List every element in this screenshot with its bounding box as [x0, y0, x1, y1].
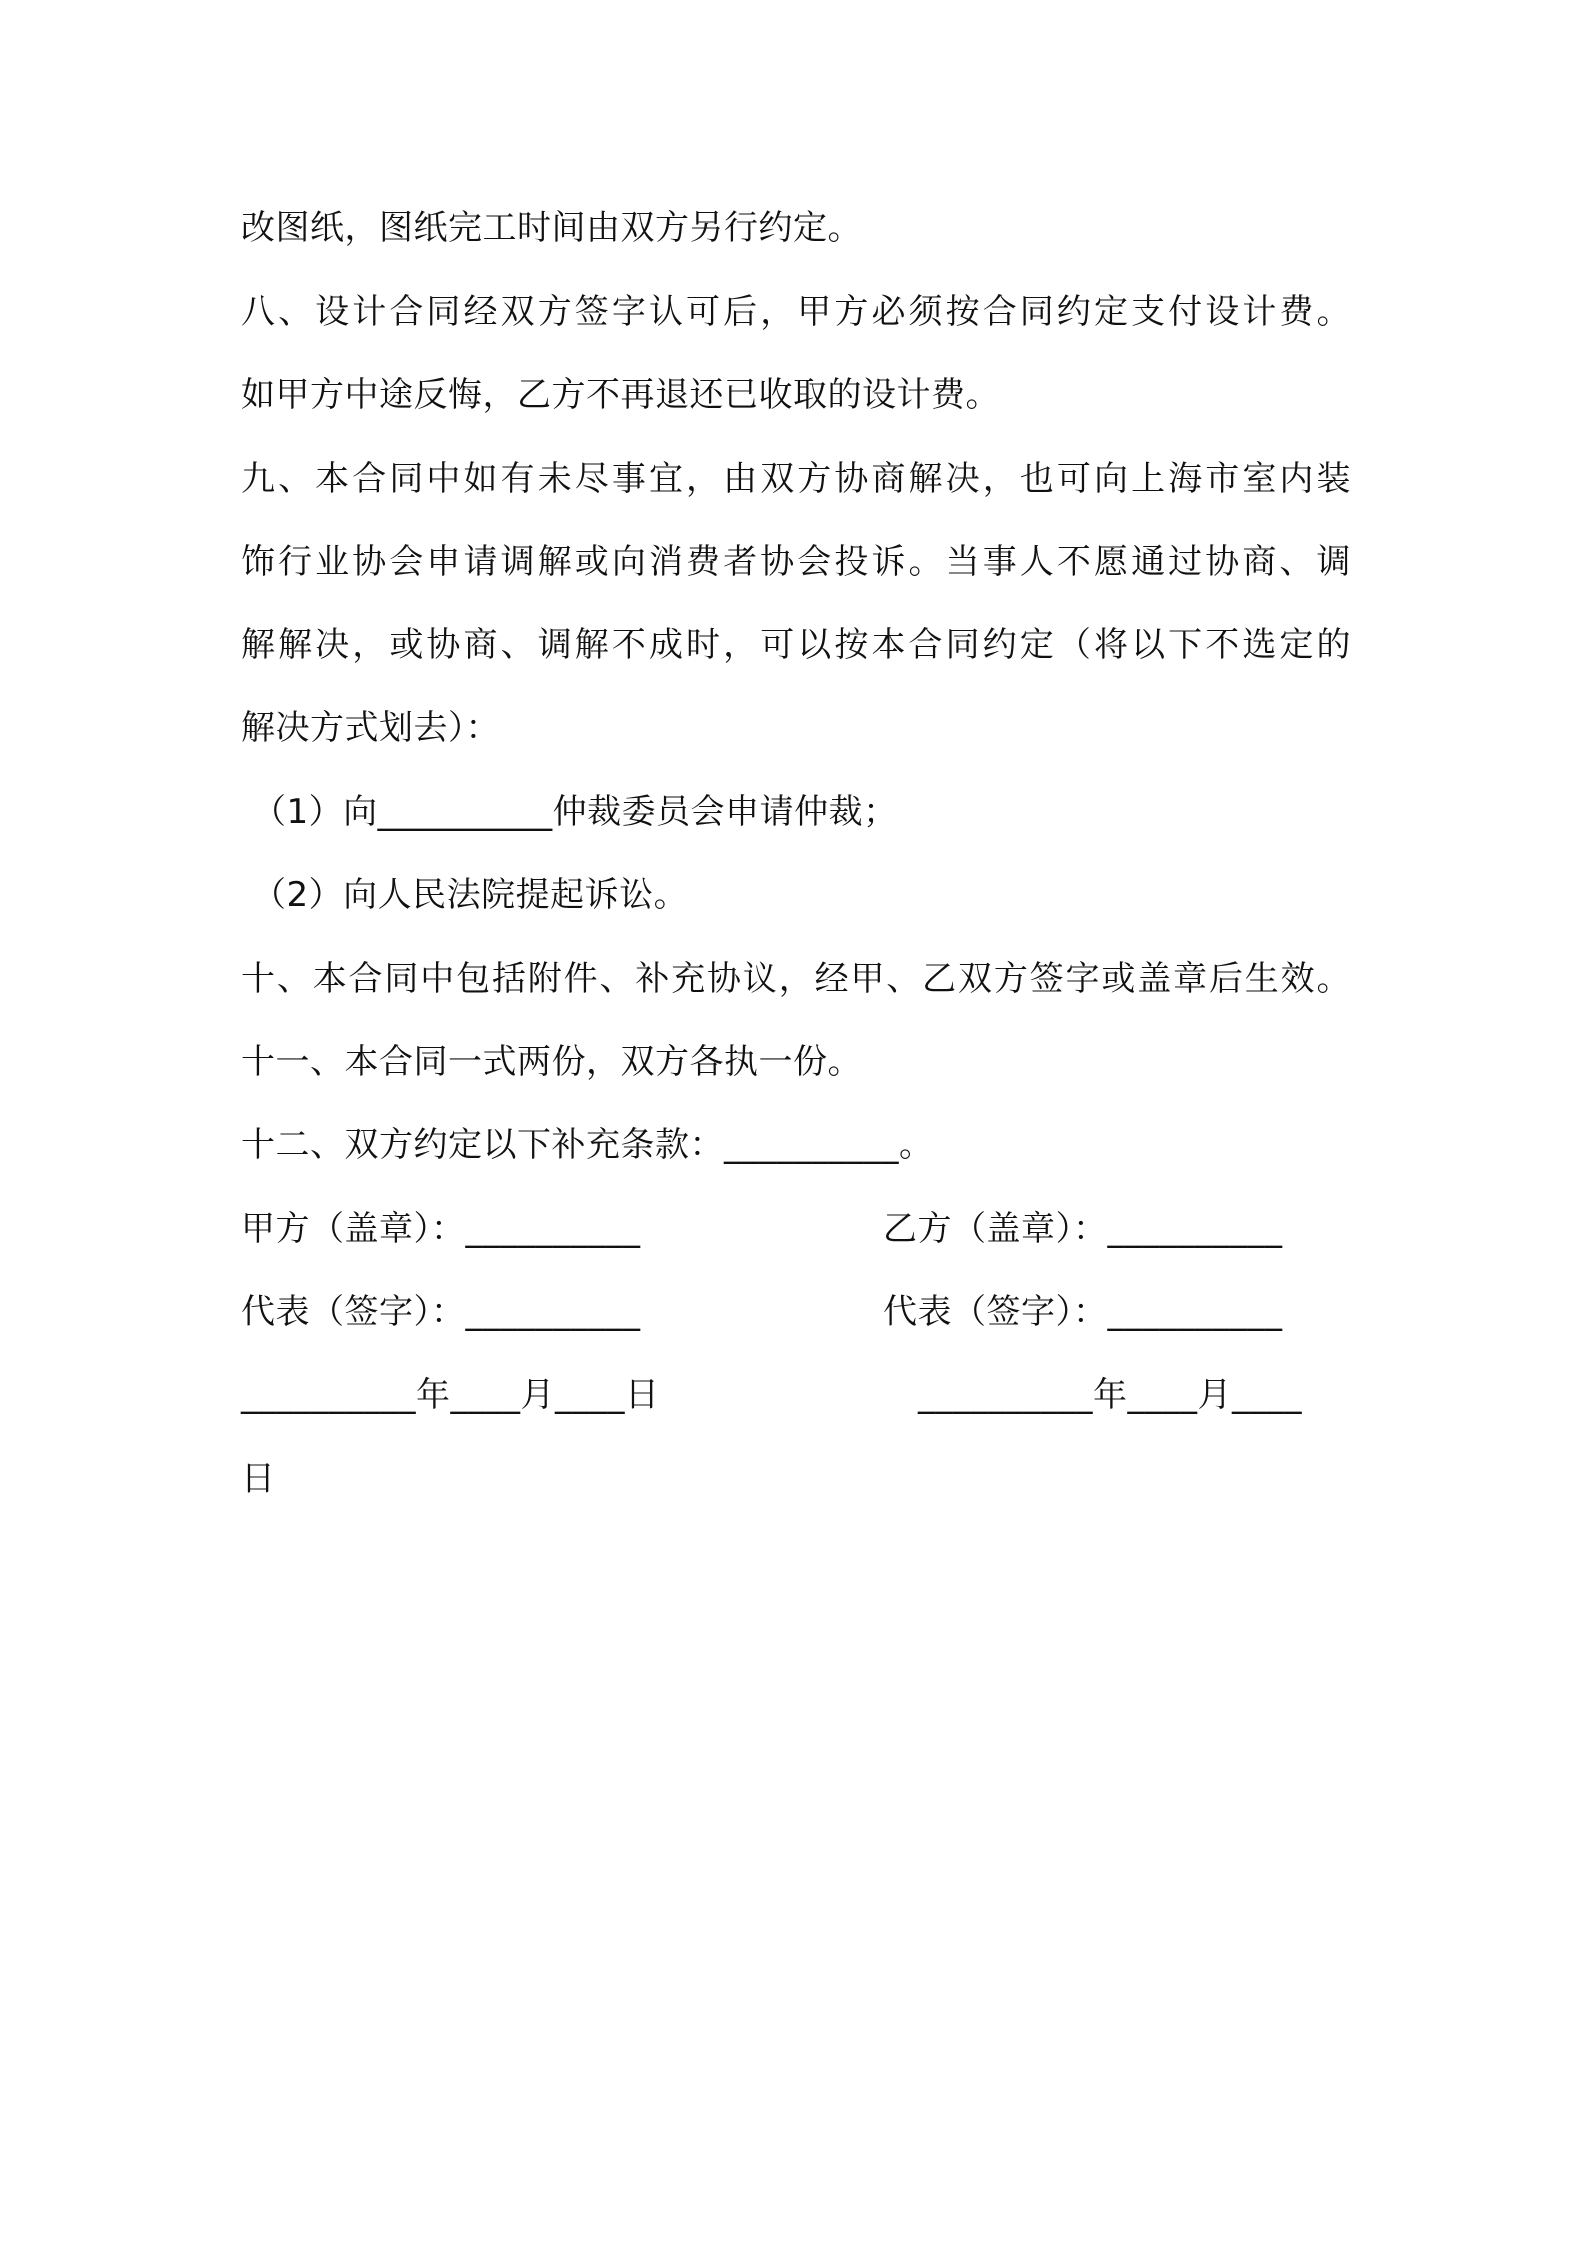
clause-10: 十、本合同中包括附件、补充协议，经甲、乙双方签字或盖章后生效。	[241, 959, 1351, 999]
option-1: （1）向__________仲裁委员会申请仲裁；	[252, 792, 898, 832]
clause-8-line-1: 八、设计合同经双方签字认可后，甲方必须按合同约定支付设计费。	[241, 292, 1351, 332]
clause-9-line-4: 解决方式划去）：	[241, 708, 500, 748]
party-a-seal: 甲方（盖章）：__________	[241, 1209, 641, 1249]
party-b-date: __________年____月____	[918, 1375, 1302, 1415]
party-b-representative: 代表（签字）：__________	[883, 1292, 1283, 1332]
party-b-seal: 乙方（盖章）：__________	[883, 1209, 1283, 1249]
clause-12: 十二、双方约定以下补充条款：__________。	[241, 1125, 934, 1165]
party-a-representative: 代表（签字）：__________	[241, 1292, 641, 1332]
clause-9-line-2: 饰行业协会申请调解或向消费者协会投诉。当事人不愿通过协商、调	[241, 542, 1351, 582]
party-a-date: __________年____月____日	[241, 1375, 660, 1415]
clause-8-line-2: 如甲方中途反悔，乙方不再退还已收取的设计费。	[241, 375, 1000, 415]
party-b-date-day: 日	[241, 1459, 276, 1499]
option-2: （2）向人民法院提起诉讼。	[252, 875, 689, 915]
text-line-1: 改图纸，图纸完工时间由双方另行约定。	[241, 208, 862, 248]
clause-9-line-1: 九、本合同中如有未尽事宜，由双方协商解决，也可向上海市室内装	[241, 459, 1351, 499]
clause-9-line-3: 解解决，或协商、调解不成时，可以按本合同约定（将以下不选定的	[241, 625, 1351, 665]
clause-11: 十一、本合同一式两份，双方各执一份。	[241, 1042, 862, 1082]
